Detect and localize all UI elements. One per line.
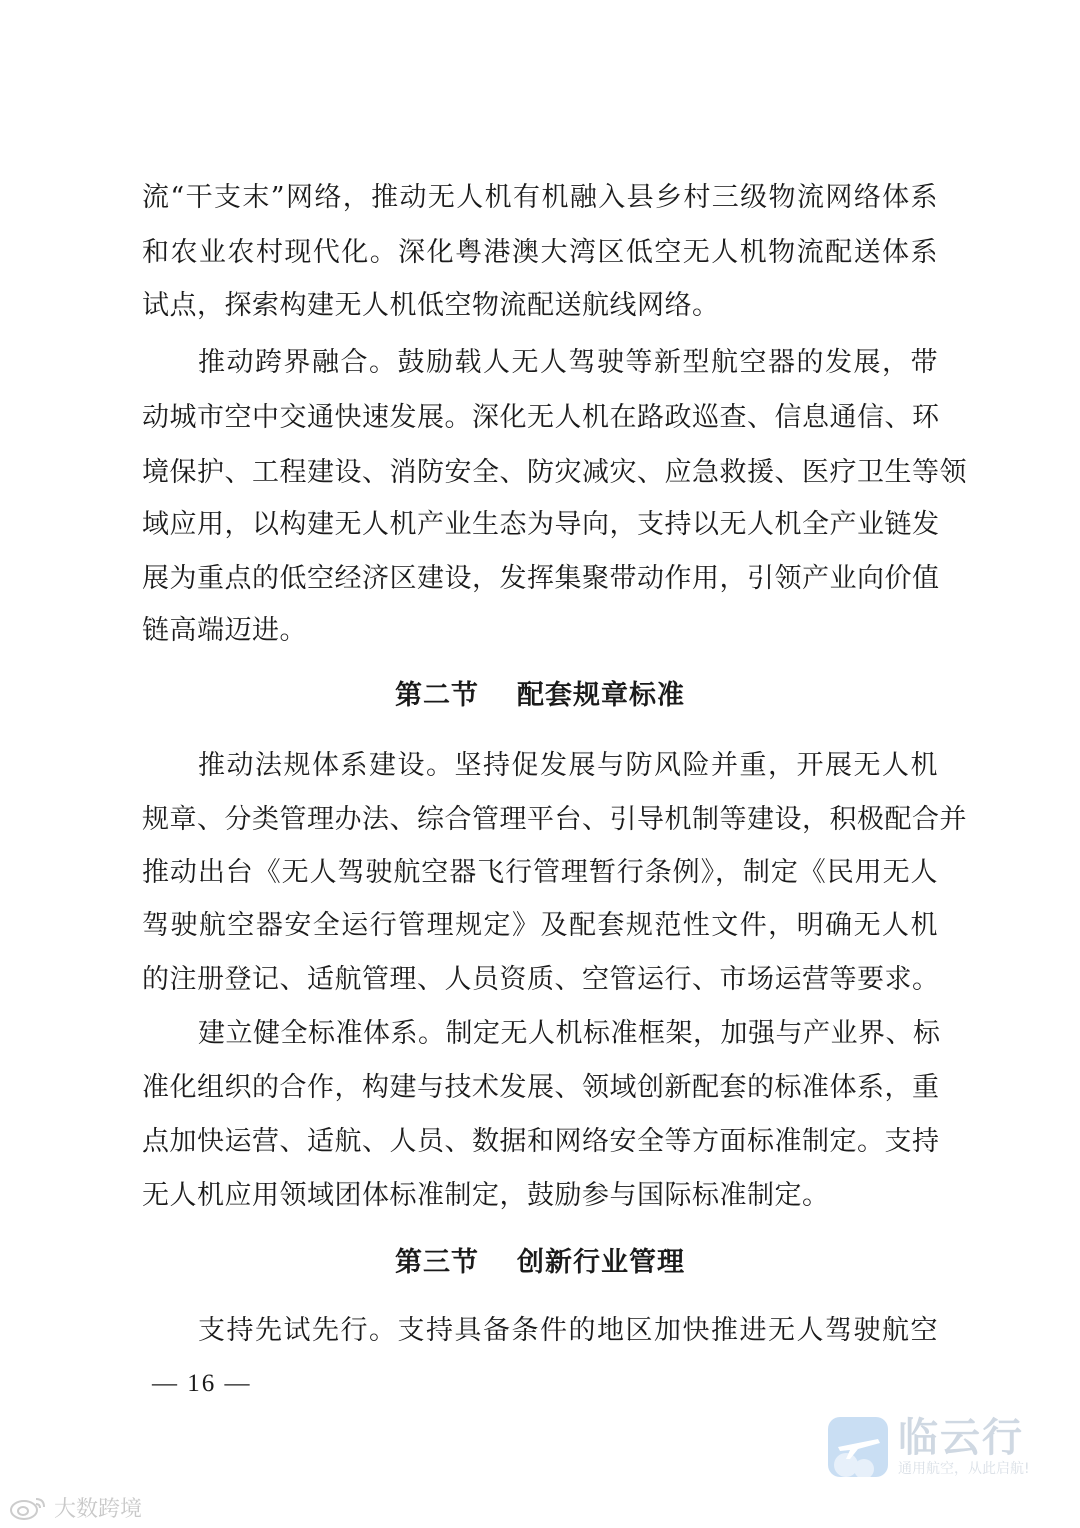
paragraph-line: 流“干支末”网络，推动无人机有机融入县乡村三级物流网络体系: [142, 182, 938, 213]
watermark-slogan: 通用航空，从此启航!: [898, 1461, 1030, 1477]
paragraph-line: 动城市空中交通快速发展。深化无人机在路政巡查、信息通信、环: [142, 402, 940, 433]
watermark-right: [828, 1416, 1030, 1478]
weibo-icon: [8, 1495, 48, 1521]
paragraph-line: 建立健全标准体系。制定无人机标准框架，加强与产业界、标: [198, 1018, 941, 1049]
section-title: 配套规章标准: [517, 680, 685, 711]
paragraph-line: 的注册登记、适航管理、人员资质、空管运行、市场运营等要求。: [142, 964, 940, 995]
paragraph-line: 无人机应用领域团体标准制定，鼓励参与国际标准制定。: [142, 1180, 830, 1211]
paragraph-line: 境保护、工程建设、消防安全、防灾减灾、应急救援、医疗卫生等领: [142, 457, 967, 488]
paragraph-line: 驾驶航空器安全运行管理规定》及配套规范性文件，明确无人机: [142, 910, 938, 941]
section-heading: [0, 678, 1080, 714]
page-number: — 16 —: [152, 1370, 252, 1397]
paragraph-line: 域应用，以构建无人机产业生态为导向，支持以无人机全产业链发: [142, 509, 940, 540]
paragraph-line: 规章、分类管理办法、综合管理平台、引导机制等建设，积极配合并: [142, 804, 967, 835]
section-title: 创新行业管理: [517, 1247, 685, 1278]
paragraph-line: 推动法规体系建设。坚持促发展与防风险并重，开展无人机: [198, 750, 938, 781]
airplane-logo-icon: [828, 1417, 888, 1477]
watermark-left: [8, 1492, 142, 1523]
paragraph-line: 推动跨界融合。鼓励载人无人驾驶等新型航空器的发展，带: [198, 347, 938, 378]
watermark-brand: 临云行: [898, 1415, 1024, 1461]
paragraph-line: 推动出台《无人驾驶航空器飞行管理暂行条例》，制定《民用无人: [142, 857, 938, 888]
paragraph-line: 链高端迈进。: [142, 615, 307, 646]
paragraph-line: 点加快运营、适航、人员、数据和网络安全等方面标准制定。支持: [142, 1126, 940, 1157]
section-heading: [0, 1245, 1080, 1281]
watermark-left-text: 大数跨境: [54, 1497, 143, 1522]
paragraph-line: 展为重点的低空经济区建设，发挥集聚带动作用，引领产业向价值: [142, 563, 940, 594]
section-number: 第二节: [395, 680, 479, 711]
paragraph-line: 准化组织的合作，构建与技术发展、领域创新配套的标准体系，重: [142, 1072, 940, 1103]
section-number: 第三节: [395, 1247, 479, 1278]
paragraph-line: 试点，探索构建无人机低空物流配送航线网络。: [142, 290, 720, 321]
paragraph-line: 和农业农村现代化。深化粤港澳大湾区低空无人机物流配送体系: [142, 237, 938, 268]
paragraph-line: 支持先试先行。支持具备条件的地区加快推进无人驾驶航空: [198, 1315, 938, 1346]
